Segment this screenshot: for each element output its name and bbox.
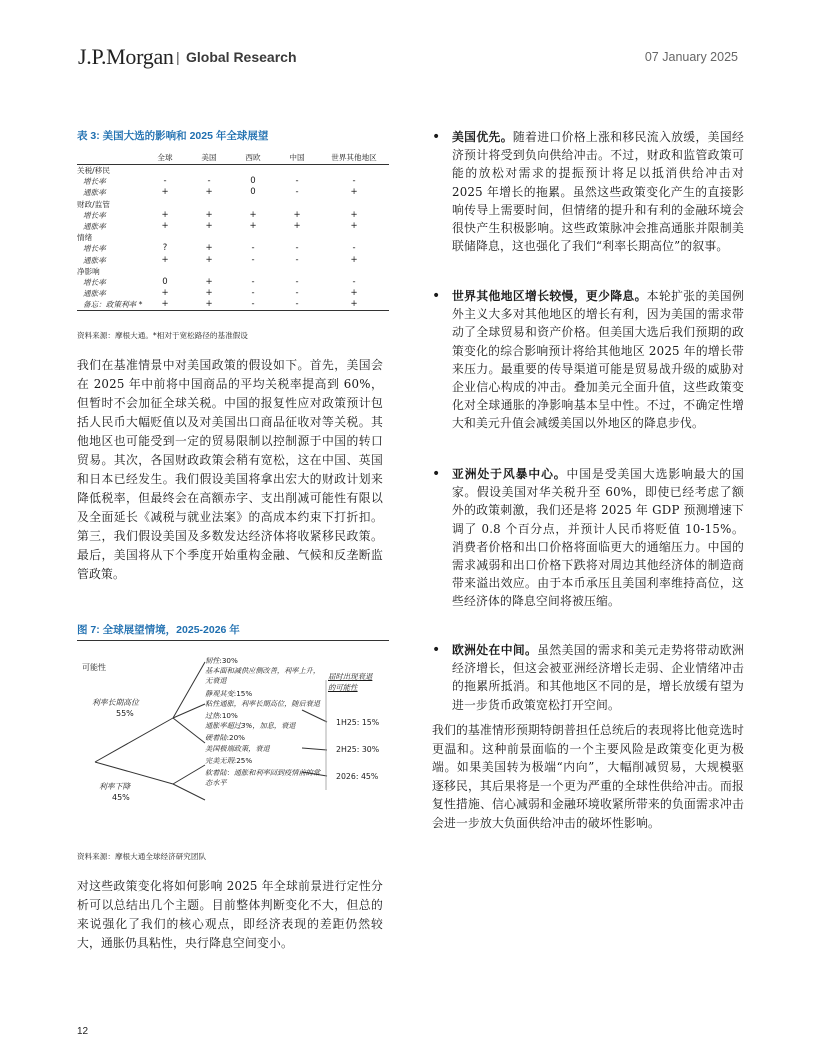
table-cell: +: [350, 288, 358, 299]
table-cell: +: [205, 187, 213, 198]
bullet-icon: •: [432, 129, 441, 145]
table-cell: -: [251, 254, 255, 265]
table-title: 表 3: 美国大选的影响和 2025 年全球展望: [77, 130, 269, 142]
figure-source: 资料来源：摩根大通全球经济研究团队: [77, 852, 207, 861]
body-paragraph: 我们在基准情景中对美国政策的假设如下。首先，美国会在 2025 年中前将中国商品的平均关税率提高到 60%，但暂时不会加征全球关税。中国的报复性应对政策预计包括人民币大幅贬值以及对美国出口商品征收对等关税。其他地区也可能受到一定的贸易限制以控制源于中国的转口贸易。其次，各国财政政策会稍有宽松，这在中国、英国和日本已经发生。我们假设美国将拿出宏大的财政计划来降低税率，但最终会在高额赤字、支出削减可能性有限以及全面延长《减税与就业法案》的高成本约束下打折扣。第三，我们假设美国及多数发达经济体将收紧移民政策。最后，美国将从下个季度开始重构金融、气候和反垄断监管政策。: [77, 358, 383, 581]
table-row: [77, 255, 389, 266]
scenario-branch: 静观其变:15% 粘性通胀，利率长期高位，随后衰退: [205, 689, 327, 709]
row-label: 增长率: [83, 210, 106, 220]
table-cell: +: [161, 288, 169, 299]
col-header: 中国: [275, 152, 319, 165]
bullet-icon: •: [432, 288, 441, 304]
table-cell: +: [350, 221, 358, 232]
table-row: [77, 176, 389, 187]
table-cell: 0: [250, 187, 256, 198]
table-cell: -: [295, 243, 299, 254]
table-cell: 0: [162, 276, 168, 287]
table-cell: +: [319, 299, 389, 311]
branch-name: 硬着陆: [205, 733, 227, 743]
prob-label: 可能性: [82, 663, 106, 672]
impact-table-body: [77, 165, 389, 311]
table-cell: +: [205, 276, 213, 287]
table-cell: +: [293, 209, 301, 220]
table-cell: -: [295, 176, 299, 187]
body-paragraph: 我们的基准情形预期特朗普担任总统后的表现将比他竞选时更温和。这种前景面临的一个主要风险是政策变化更为极端。如果美国转为极端“内向”，大幅削减贸易，大规模驱逐移民，其后果将是一个更为严重的全球性供给冲击。而报复性措施、信心减弱和金融环境收紧所带来的负面需求冲击会进一步放大负面供给冲击的破坏性影响。: [432, 723, 744, 830]
scenario-branch: 完美无瑕:25%: [205, 755, 253, 765]
bullet-icon: •: [432, 642, 441, 658]
page-number: 12: [77, 1026, 89, 1037]
table-cell: -: [295, 254, 299, 265]
figure-title: 图 7: 全球展望情境，2025-2026 年: [77, 624, 240, 636]
bullet-text: 虽然美国的需求和美元走势将带动欧洲经济增长，但这会被亚洲经济增长走弱、企业情绪冲击的拖累所抵消。和其他地区不同的是，增长放缓有望为进一步货币政策宽松打开空间。: [452, 643, 744, 712]
branch-pct: 10%: [221, 711, 238, 721]
table-cell: +: [350, 209, 358, 220]
table-cell: +: [161, 221, 169, 232]
branch-pct: 20%: [229, 733, 245, 743]
branch-desc: 美国极端政策，衰退: [205, 743, 270, 753]
table-cell: +: [249, 209, 257, 220]
table-source: 资料来源：摩根大通。*相对于宽松路径的基准假设: [77, 331, 248, 340]
scenario-branch: 软着陆：通胀和利率回到疫情前的常态水平: [205, 768, 321, 788]
row-label: 通胀率: [83, 289, 106, 299]
table-cell: +: [293, 221, 301, 232]
branch-name: 静观其变: [205, 688, 234, 698]
branch-desc: 粘性通胀，利率长期高位，随后衰退: [205, 698, 321, 708]
node-rate-down: 利率下降: [99, 782, 131, 791]
bullet-text: 本轮扩张的美国例外主义大多对其他地区的增长有利，因为美国的需求带动了全球贸易和资产价格。但美国大选后我们预期的政策变化的综合影响预计将给其他地区 2025 年的增长带来压力。最重要的传导渠道可能是贸易战升级的威胁对企业信心构成的冲击。叠加美元全面升值，这些政策变化对全球通胀的净影响基本呈中性。不过，不确定性增大和美元升值会减缓美国以外地区的降息步伐。: [452, 289, 744, 431]
table-row: [77, 299, 389, 311]
table-group-label: 情绪: [77, 233, 93, 243]
table-cell: +: [161, 209, 169, 220]
bullet-text: 中国是受美国大选影响最大的国家。假设美国对华关税升至 60%，即使已经考虑了额外的政策刺激，我们还是将 2025 年 GDP 预测增速下调了 0.8 个百分点，并预计人民币将贬值 10-15%。消费者价格和出口价格将面临更大的通缩压力。中国的需求减弱和出口价格下跌将对周边其他经济体的制造商带来溢出效应。由于本币承压且美国利率维持高位，这些经济体的降息空间将被压缩。: [452, 467, 744, 609]
row-label: 备忘：政策利率 *: [77, 299, 143, 311]
table-cell: -: [207, 176, 211, 187]
table-cell: +: [205, 209, 213, 220]
bullet-item: [432, 128, 744, 255]
col-header: 美国: [187, 152, 231, 165]
bullet-item: [432, 465, 744, 611]
table-cell: -: [295, 187, 299, 198]
timing-item: 2H25: 30%: [336, 745, 380, 754]
col-header: 世界其他地区: [319, 152, 389, 165]
row-label: 通胀率: [83, 222, 106, 232]
bullet-lead: 欧洲处在中间。: [452, 643, 538, 657]
branch-desc: 通胀和利率回到疫情前的常态水平: [205, 768, 321, 788]
row-label: 通胀率: [83, 255, 106, 265]
table-cell: +: [143, 299, 187, 311]
bullet-lead: 世界其他地区增长较慢，更少降息。: [452, 289, 647, 303]
row-label: 增长率: [83, 177, 106, 187]
table-cell: +: [205, 221, 213, 232]
table-cell: -: [352, 276, 356, 287]
bullet-lead: 亚洲处于风暴中心。: [452, 467, 567, 481]
brand-logo: J.P.Morgan: [78, 44, 174, 69]
branch-pct: 30%: [221, 656, 238, 665]
header-separator: |: [176, 49, 180, 65]
table-cell: +: [161, 187, 169, 198]
timing-item: 1H25: 15%: [336, 718, 380, 727]
branch-pct: 25%: [236, 755, 253, 765]
row-label: 通胀率: [83, 188, 106, 198]
bullet-icon: •: [432, 466, 441, 482]
table-row: [77, 187, 389, 198]
branch-pct: 15%: [236, 688, 253, 698]
scenario-branch: 过热:10% 通胀率超过3%，加息，衰退: [205, 711, 327, 731]
table-row: [77, 243, 389, 254]
scenario-branch-list: [205, 656, 327, 790]
table-cell: +: [187, 299, 231, 311]
branch-desc: 通胀率超过3%，加息，衰退: [205, 721, 296, 731]
table-row: [77, 210, 389, 221]
table-group-label: 财政/监管: [77, 199, 110, 209]
col-header: 全球: [143, 152, 187, 165]
table-group-label: 净影响: [77, 266, 100, 276]
bullet-lead: 美国优先。: [452, 130, 513, 144]
node-rate-high-pct: 55%: [116, 709, 134, 718]
table-cell: -: [352, 243, 356, 254]
table-cell: +: [249, 221, 257, 232]
header-section: Global Research: [186, 49, 297, 65]
node-rate-down-pct: 45%: [112, 793, 130, 802]
scenario-branch: 硬着陆:20% 美国极端政策，衰退: [205, 733, 327, 753]
table-cell: +: [205, 254, 213, 265]
branch-desc: 基本面和减供应侧改善，利率上升，无衰退: [205, 666, 321, 686]
row-label: 增长率: [83, 277, 106, 287]
table-cell: +: [161, 254, 169, 265]
branch-name: 过热: [205, 711, 220, 721]
table-cell: -: [275, 299, 319, 311]
table-row: [77, 221, 389, 232]
bullet-item: [432, 641, 744, 714]
table-cell: -: [295, 288, 299, 299]
table-cell: +: [350, 187, 358, 198]
timing-title: 届时出现衰退的可能性: [328, 672, 373, 692]
bullet-item: [432, 287, 744, 433]
table-cell: -: [251, 288, 255, 299]
col-header: 西欧: [231, 152, 275, 165]
branch-name: 韧性: [205, 656, 220, 665]
table-group-label: 关税/移民: [77, 166, 110, 176]
table-cell: +: [205, 288, 213, 299]
header-date: 07 January 2025: [644, 50, 738, 64]
branch-name: 软着陆: [205, 768, 227, 778]
timing-item: 2026: 45%: [336, 772, 379, 781]
table-cell: 0: [250, 176, 256, 187]
table-cell: +: [205, 243, 213, 254]
table-cell: -: [251, 243, 255, 254]
row-label: 增长率: [83, 244, 106, 254]
table-cell: ?: [162, 243, 168, 254]
scenario-branch: 韧性:30% 基本面和减供应侧改善，利率上升，无衰退: [205, 656, 327, 687]
bullet-text: 随着进口价格上涨和移民流入放缓，美国经济预计将受到负向供给冲击。不过，财政和监管政策可能的放松对需求的提振预计将足以抵消供给冲击对 2025 年增长的拖累。虽然这些政策变化产生的直接影响传导上需要时间，但情绪的提升和有利的金融环境会很快产生积极影响。这些政策脉冲会推高通胀并限制美联储降息，这也强化了我们“利率长期高位”的叙事。: [452, 130, 744, 254]
table-cell: -: [352, 176, 356, 187]
table-row: [77, 277, 389, 288]
table-cell: -: [295, 276, 299, 287]
impact-table: [77, 152, 389, 311]
body-paragraph: 对这些政策变化将如何影响 2025 年全球前景进行定性分析可以总结出几个主题。目前整体判断变化不大，但总的来说强化了我们的核心观点，即经济表现的差距仍然较大，通胀仍具粘性，央行降息空间变小。: [77, 879, 383, 950]
branch-name: 完美无瑕: [205, 755, 234, 765]
table-cell: -: [163, 176, 167, 187]
table-cell: -: [251, 276, 255, 287]
node-rate-high: 利率长期高位: [92, 698, 139, 707]
table-row: [77, 288, 389, 299]
table-cell: +: [350, 254, 358, 265]
table-cell: -: [231, 299, 275, 311]
